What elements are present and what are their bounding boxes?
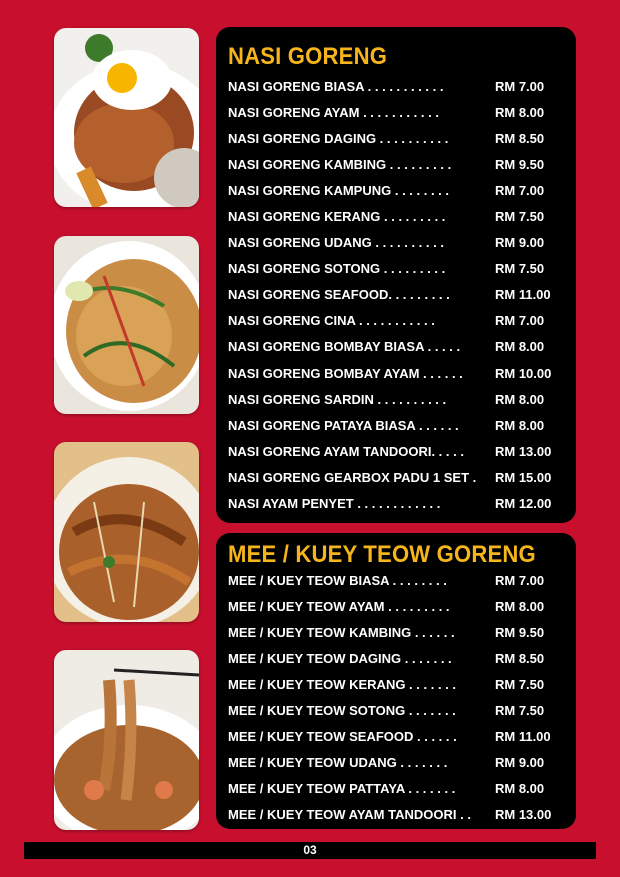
menu-item-price: RM 8.00 <box>495 105 545 121</box>
menu-item-name: NASI GORENG AYAM . . . . . . . . . . . <box>228 105 439 121</box>
nasi-goreng-title: NASI GORENG <box>228 43 388 70</box>
menu-item-price: RM 9.00 <box>495 235 545 251</box>
menu-item-name: MEE / KUEY TEOW KAMBING . . . . . . <box>228 625 455 641</box>
menu-item-name: MEE / KUEY TEOW UDANG . . . . . . . <box>228 755 448 771</box>
menu-item-name: MEE / KUEY TEOW PATTAYA . . . . . . . <box>228 781 456 797</box>
menu-item-name: MEE / KUEY TEOW AYAM . . . . . . . . . <box>228 599 450 615</box>
menu-item-name: MEE / KUEY TEOW SOTONG . . . . . . . <box>228 703 456 719</box>
menu-item-name: NASI GORENG SOTONG . . . . . . . . . <box>228 261 446 277</box>
menu-item-price: RM 8.00 <box>495 417 545 433</box>
menu-item-price: RM 9.50 <box>495 625 545 641</box>
menu-item <box>228 491 570 517</box>
menu-item-name: NASI GORENG CINA . . . . . . . . . . . <box>228 313 435 329</box>
menu-item <box>228 439 570 465</box>
menu-item-price: RM 10.00 <box>495 365 552 381</box>
menu-item <box>228 672 570 698</box>
menu-item <box>228 594 570 620</box>
menu-item <box>228 204 570 230</box>
menu-item <box>228 152 570 178</box>
menu-item <box>228 568 570 594</box>
menu-item-name: NASI GORENG SARDIN . . . . . . . . . . <box>228 391 447 407</box>
mee-kuey-teow-list <box>228 568 570 828</box>
menu-item <box>228 387 570 413</box>
menu-item-price: RM 7.50 <box>495 261 545 277</box>
menu-item <box>228 413 570 439</box>
nasi-goreng-panel <box>216 27 576 523</box>
menu-item-name: NASI GORENG SEAFOOD. . . . . . . . . <box>228 287 450 303</box>
menu-item <box>228 126 570 152</box>
menu-item <box>228 334 570 360</box>
menu-item-name: NASI GORENG KAMBING . . . . . . . . . <box>228 157 452 173</box>
menu-item <box>228 256 570 282</box>
menu-item <box>228 802 570 828</box>
menu-item-price: RM 8.50 <box>495 651 545 667</box>
menu-item-price: RM 8.00 <box>495 781 545 797</box>
menu-item-price: RM 13.00 <box>495 443 552 459</box>
menu-item-price: RM 11.00 <box>495 729 551 745</box>
mee-kuey-teow-panel <box>216 533 576 829</box>
menu-item <box>228 620 570 646</box>
menu-item-name: MEE / KUEY TEOW SEAFOOD . . . . . . <box>228 729 457 745</box>
nasi-goreng-list <box>228 74 570 517</box>
menu-item-name: NASI GORENG BOMBAY BIASA . . . . . <box>228 339 461 355</box>
menu-item-price: RM 7.50 <box>495 209 545 225</box>
menu-item-price: RM 11.00 <box>495 287 551 303</box>
fried-rice-photo <box>54 236 199 414</box>
menu-item <box>228 282 570 308</box>
menu-item-price: RM 12.00 <box>495 495 552 511</box>
menu-item <box>228 74 570 100</box>
menu-item <box>228 361 570 387</box>
menu-item-name: NASI AYAM PENYET . . . . . . . . . . . . <box>228 495 441 511</box>
menu-item-price: RM 9.00 <box>495 755 545 771</box>
menu-item <box>228 724 570 750</box>
menu-item-price: RM 9.50 <box>495 157 545 173</box>
menu-item-name: NASI GORENG BIASA . . . . . . . . . . . <box>228 79 444 94</box>
menu-item <box>228 646 570 672</box>
menu-item-name: MEE / KUEY TEOW KERANG . . . . . . . <box>228 677 457 693</box>
menu-item-name: MEE / KUEY TEOW AYAM TANDOORI . . <box>228 807 471 823</box>
menu-item-price: RM 7.50 <box>495 703 545 719</box>
menu-item <box>228 100 570 126</box>
menu-item <box>228 230 570 256</box>
menu-item-price: RM 15.00 <box>495 469 552 485</box>
page-number: 03 <box>24 842 596 859</box>
menu-item-price: RM 7.50 <box>495 677 545 693</box>
menu-item-name: NASI GORENG GEARBOX PADU 1 SET . <box>228 469 477 485</box>
nasi-goreng-egg-photo <box>54 28 199 207</box>
mee-kuey-teow-title: MEE / KUEY TEOW GORENG <box>228 541 536 568</box>
menu-item <box>228 308 570 334</box>
menu-item-name: NASI GORENG UDANG . . . . . . . . . . <box>228 235 444 251</box>
menu-item-name: MEE / KUEY TEOW BIASA . . . . . . . . <box>228 573 447 588</box>
menu-item-price: RM 7.00 <box>495 79 545 94</box>
menu-item-price: RM 8.00 <box>495 391 545 407</box>
menu-item <box>228 698 570 724</box>
menu-item-price: RM 13.00 <box>495 807 552 823</box>
menu-item-name: NASI GORENG KERANG . . . . . . . . . <box>228 209 446 225</box>
menu-item-name: MEE / KUEY TEOW DAGING . . . . . . . <box>228 651 452 667</box>
menu-item-name: NASI GORENG DAGING . . . . . . . . . . <box>228 131 449 147</box>
menu-item-price: RM 8.00 <box>495 339 545 355</box>
menu-item-name: NASI GORENG PATAYA BIASA . . . . . . <box>228 417 459 433</box>
menu-item-price: RM 7.00 <box>495 183 545 199</box>
kuey-teow-closeup-photo <box>54 650 199 830</box>
menu-item-price: RM 7.00 <box>495 573 545 588</box>
menu-item-price: RM 8.50 <box>495 131 545 147</box>
menu-item <box>228 776 570 802</box>
menu-item <box>228 750 570 776</box>
menu-item-name: NASI GORENG AYAM TANDOORI. . . . . <box>228 443 464 459</box>
menu-item-price: RM 7.00 <box>495 313 545 329</box>
menu-item-name: NASI GORENG KAMPUNG . . . . . . . . <box>228 183 450 199</box>
menu-item-name: NASI GORENG BOMBAY AYAM . . . . . . <box>228 365 463 381</box>
kuey-teow-photo <box>54 442 199 622</box>
menu-item-price: RM 8.00 <box>495 599 545 615</box>
menu-item <box>228 178 570 204</box>
menu-item <box>228 465 570 491</box>
